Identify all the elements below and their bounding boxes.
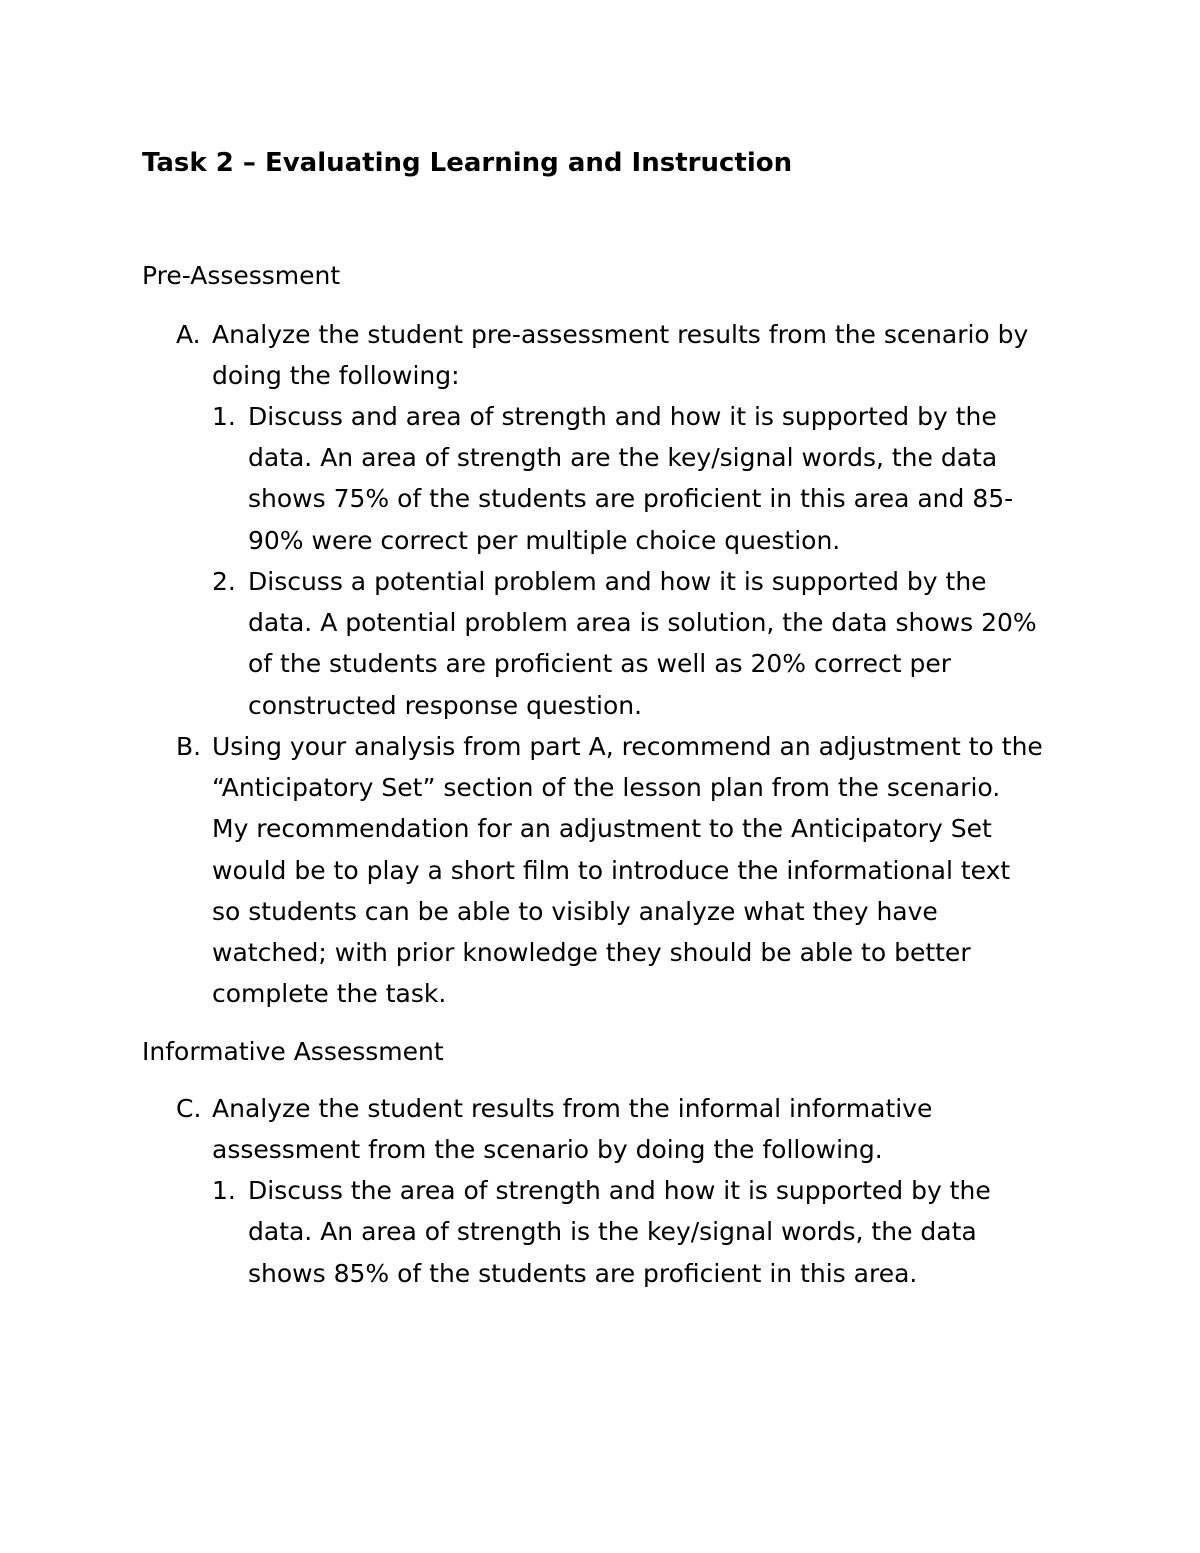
text-line: Using your analysis from part A, recommend an adjustment to the [212,732,1043,761]
text-line: would be to play a short film to introduce the informational text [212,856,1011,885]
text-line: Analyze the student results from the informal informative [212,1094,933,1123]
text-line: Discuss and area of strength and how it is supported by the [248,402,997,431]
section-heading-pre-assessment: Pre-Assessment [142,261,341,290]
text-line: shows 75% of the students are proficient in this area and 85- [248,484,1014,513]
text-line: watched; with prior knowledge they should be able to better [212,938,971,967]
text-line: data. A potential problem area is solution, the data shows 20% [248,608,1037,637]
list-marker: 1. [212,1176,236,1205]
text-line: constructed response question. [248,691,643,720]
text-line: Analyze the student pre-assessment results from the scenario by [212,320,1029,349]
section-heading-informative-assessment: Informative Assessment [142,1037,444,1066]
text-line: of the students are proficient as well as 20% correct per [248,649,952,678]
list-marker: A. [176,320,201,349]
text-line: assessment from the scenario by doing the following. [212,1135,883,1164]
text-line: “Anticipatory Set” section of the lesson plan from the scenario. [212,773,1001,802]
list-marker: 1. [212,402,236,431]
text-line: doing the following: [212,361,460,390]
text-line: so students can be able to visibly analyze what they have [212,897,938,926]
text-line: Discuss a potential problem and how it is supported by the [248,567,987,596]
list-marker: C. [176,1094,202,1123]
list-marker: 2. [212,567,236,596]
document-title: Task 2 – Evaluating Learning and Instruction [142,148,793,178]
text-line: data. An area of strength is the key/signal words, the data [248,1217,977,1246]
text-line: My recommendation for an adjustment to the Anticipatory Set [212,814,992,843]
text-line: complete the task. [212,979,447,1008]
list-marker: B. [176,732,202,761]
text-line: data. An area of strength are the key/signal words, the data [248,443,998,472]
text-line: 90% were correct per multiple choice question. [248,526,841,555]
text-line: Discuss the area of strength and how it is supported by the [248,1176,991,1205]
text-line: shows 85% of the students are proficient in this area. [248,1259,918,1288]
